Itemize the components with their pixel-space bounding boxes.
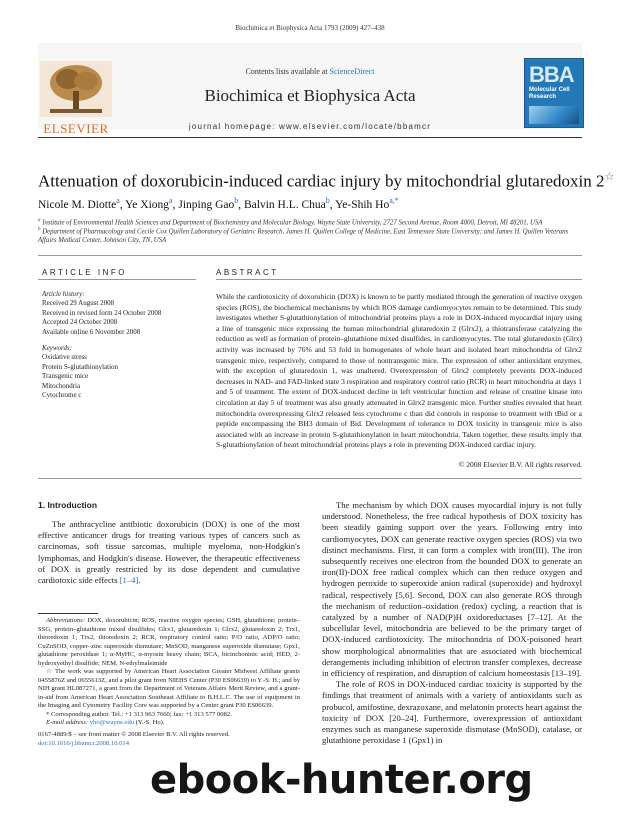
abstract-rule <box>216 279 582 280</box>
email-suffix: (Y.-S. Ho). <box>134 719 165 726</box>
paragraph-text: The anthracycline antibiotic doxorubicin (DOX) is one of the most effective anticancer drugs for treating various types of cancers such as carcinomas, soft tissue sarcomas, multiple myeloma, non-Hodgkin's lymphomas, and Hodgkin's disease. However, the therapeutic effectiveness of DOX is greatly restricted by its dose dependent and cumulative cardiotoxic side effects <box>38 519 300 586</box>
sciencedirect-link[interactable]: ScienceDirect <box>329 67 375 76</box>
cover-artwork <box>529 106 579 124</box>
publisher-logo-text: ELSEVIER <box>43 121 109 136</box>
author-separator: , <box>329 198 336 211</box>
author-1 <box>38 196 126 211</box>
history-item: Available online 6 November 2008 <box>42 327 141 336</box>
author-name: Ye-Shih Ho <box>335 198 390 211</box>
affiliation-b <box>38 225 584 245</box>
article-info-rule <box>38 279 196 280</box>
affiliation-key: a <box>38 218 41 223</box>
history-item: Received in revised form 24 October 2008 <box>42 308 162 317</box>
abstract-heading: ABSTRACT <box>216 268 279 277</box>
author-affil-mark[interactable]: b <box>234 196 239 205</box>
author-name: Nicole M. Diotte <box>38 198 117 211</box>
author-name: Balvin H.L. Chua <box>244 198 326 211</box>
email-label: E-mail address: <box>46 719 89 726</box>
footnote-rule <box>38 613 98 614</box>
section-rule <box>38 255 582 256</box>
issn-line: 0167-4889/$ – see front matter © 2008 Elsevier B.V. All rights reserved. <box>38 731 230 738</box>
abstract-text: While the cardiotoxicity of doxorubicin (DOX) is known to be partly mediated through the generation of reactive oxygen species (ROS), the biochemical mechanisms by which ROS damage cardiomyocytes remain to be determined. This study investigates whether S-glutathionylation of mitochondrial proteins plays a role in DOX-induced myocardial injury using a line of transgenic mice expressing the human mitochondrial glutaredoxin 2 (Glrx2), a thiotransferase catalyzing the reduction as well as formation of protein–glutathione mixed disulfides, in cardiomyocytes. The total glutaredoxin (Glrx) activity was increased by 76% and 53 fold in homogenates of whole heart and isolated heart mitochondria of Glrx2 transgenic mice, respectively, compared to those of nontransgenic mice. The expression of other antioxidant enzymes, with the exception of glutaredoxin 1, was unaltered. Overexpression of Glrx2 completely prevents DOX-induced decreases in NAD- and FAD-linked state 3 respiration and respiratory control ratio (RCR) in heart mitochondria at days 1 and 5 of treatment. The extent of DOX-induced decline in left ventricular function and release of creatine kinase into circulation at day 5 of treatment was also greatly attenuated in Glrx2 transgenic mice. Further studies revealed that heart mitochondria overexpressing Glrx2 released less cytochrome c than did controls in response to treatment with tBid or a peptide encompassing the BH3 domain of Bid. Development of tolerance to DOX toxicity in transgenic mice is also associated with an increase in protein S-glutathionylation in heart mitochondria. Taken together, these results imply that S-glutathionylation of heart mitochondrial proteins plays a role in preventing DOX-induced cardiac injury. <box>216 292 582 450</box>
keyword: Transgenic mice <box>42 372 89 381</box>
elsevier-tree-logo <box>40 61 112 117</box>
cover-subtitle: Molecular Cell Research <box>529 87 570 100</box>
copyright-notice: © 2008 Elsevier B.V. All rights reserved. <box>458 460 582 469</box>
history-item: Received 29 August 2008 <box>42 299 115 308</box>
author-list <box>38 196 399 211</box>
affiliation-text: Institute of Environmental Health Sciences and Department of Biochemistry and Molecular Biology, Wayne State University, 2727 Second Avenue, Room 4000, Detroit, MI 48201, USA <box>42 219 543 227</box>
affiliation-text: Department of Pharmacology and Cecile Cox Quillen Laboratory of Geriatric Research, James H. Quillen College of Medicine, East Tennessee State University; and James H. Quillen Veterans Affairs Medical Center, Johnson City, TN, USA <box>38 228 569 245</box>
author-affil-mark[interactable]: b <box>325 196 330 205</box>
citation-link[interactable]: [1–4] <box>119 575 139 586</box>
keyword: Oxidative stress <box>42 353 87 362</box>
abbreviations-label: Abbreviations: <box>46 617 85 624</box>
article-info-heading: ARTICLE INFO <box>42 268 127 277</box>
history-label: Article history: <box>42 290 85 298</box>
corresponding-author: * Corresponding author. Tel.: +1 313 963 7660; fax: +1 313 577 0082. <box>46 710 232 718</box>
abbreviations-footnote <box>38 617 300 668</box>
author-affil-mark[interactable]: a <box>169 196 173 205</box>
publication-meta <box>38 731 300 748</box>
cover-title: BBA <box>529 62 574 87</box>
section-heading-introduction: 1. Introduction <box>38 500 98 510</box>
journal-cover-image <box>524 58 584 128</box>
email-line <box>38 719 300 728</box>
author-name: Ye Xiong <box>125 198 170 211</box>
article-history <box>42 290 202 337</box>
author-2 <box>125 196 179 211</box>
article-title-text: Attenuation of doxorubicin-induced cardiac injury by mitochondrial glutaredoxin 2 <box>38 171 605 191</box>
author-separator: , <box>119 198 126 211</box>
journal-homepage[interactable]: journal homepage: www.elsevier.com/locate/bbamcr <box>188 122 432 131</box>
keyword: Mitochondria <box>42 381 81 390</box>
author-affil-mark[interactable]: a <box>116 196 120 205</box>
journal-title: Biochimica et Biophysica Acta <box>204 86 416 105</box>
keyword: Protein S-glutathionylation <box>42 362 119 371</box>
journal-reference: Biochimica et Biophysica Acta 1793 (2009) 427–438 <box>235 24 385 32</box>
history-item: Accepted 24 October 2008 <box>42 318 118 327</box>
footnotes <box>38 617 300 728</box>
funding-footnote: ☆ The work was supported by American Heart Association Greater Midwest Affiliate grants 0455876Z and 0655613Z, and a pilot grant from NIEHS Center (P30 ES06639) to Y.-S. H.; and by NIH grant HL087271, a grant from the Department of Veterans Affairs Merit Review, and a grant-in-aid from American Heart Association Southeast Affiliate to B.H.L.C. The use of equipment in the Imaging and Cytometry Facility Core was supported by a Center grant P30 ES06639. <box>38 668 300 709</box>
author-separator: , <box>238 198 244 211</box>
author-separator: , <box>172 198 179 211</box>
right-column <box>322 500 582 746</box>
keywords-label: Keywords: <box>42 344 73 352</box>
keyword: Cytochrome c <box>42 391 82 400</box>
doi-link[interactable]: doi:10.1016/j.bbamcr.2008.10.014 <box>38 739 130 747</box>
title-footnote-mark[interactable]: ☆ <box>604 171 615 183</box>
article-title <box>38 170 615 192</box>
intro-paragraph-1: The anthracycline antibiotic doxorubicin (DOX) is one of the most effective anticancer drugs for treating various types of cancers such as carcinomas, soft tissue sarcomas, multiple myeloma, non-Hodgkin's lymphomas, and Hodgkin's disease. However, the therapeutic effectiveness of DOX is greatly restricted by its dose dependent and cumulative cardiotoxic side effects [1–4]. <box>38 519 300 586</box>
body-rule <box>38 478 582 479</box>
email-link[interactable]: yho@wayne.edu <box>89 719 135 726</box>
abbreviations-text: DOX, doxorubicin; ROS, reactive oxygen species; GSH, glutathione; protein–SSG, protein–glutathione mixed disulfides; Glrx1, glutaredoxin 1; Glrx2, glutaredoxin 2; Trx1, thioredoxin 1; Trx2, thioredoxin 2; RCR, respiratory control ratio; P/O ratio, ADP/O ratio; CuZnSOD, copper–zinc superoxide dismutase; MnSOD, manganese superoxide dismutase; Gpx1, glutathione peroxidase 1; α-MyHC, α-myosin heavy chain; BCA, bicinchoninic acid; HED, 2-hydroxyethyl disulfide; NEM, N-ethylmaleimide <box>38 617 300 667</box>
author-4 <box>244 196 336 211</box>
contents-line <box>110 67 510 76</box>
author-name: Jinping Gao <box>178 198 235 211</box>
affiliation-key: b <box>38 227 41 232</box>
author-5 <box>335 196 399 211</box>
header-rule <box>38 137 582 138</box>
author-affil-mark[interactable]: a,* <box>389 196 399 205</box>
contents-prefix: Contents lists available at <box>245 67 330 76</box>
keywords <box>42 344 202 400</box>
watermark: ebook-hunter.org <box>150 757 533 803</box>
author-3 <box>178 196 244 211</box>
intro-paragraph-3: The role of ROS in DOX-induced cardiac toxicity is supported by the findings that treatment of animals with a variety of antioxidants such as probucol, amifostine, dexrazoxane, and melatonin protects heart against the toxicity of DOX [20–24]. Furthermore, overexpression of antioxidant enzymes such as manganese superoxide dismutase (MnSOD), catalase, or glutathione peroxidase 1 (Gpx1) in <box>322 679 582 746</box>
intro-paragraph-2: The mechanism by which DOX causes myocardial injury is not fully understood. Nonetheless, the free radical hypothesis of DOX toxicity has been steadily gaining support over the years. Following entry into cardiomyocytes, DOX can generate reactive oxygen species (ROS) via two distinct mechanisms. First, it can form a complex with iron(III). The iron subsequently receives one electron from the bounded DOX to generate an iron(II)-DOX free radical complex which can then reduce oxygen and hydrogen peroxide to superoxide anion radical (superoxide) and hydroxyl radical, respectively [5,6]. Second, DOX can also generate ROS through the mechanism of reduction–oxidation (redox) cycling, a reaction that is catalyzed by a number of NAD(P)H oxidoreductases [7–12]. At the subcellular level, mitochondria are believed to be the primary target of DOX-induced cardiotoxicity. The mitochondria of DOX-poisoned heart show morphological abnormalities that are associated with biochemical derangements including inhibition of electron transfer complexes, decrease in efficiency of respiration, and disruption of calcium homeostasis [13–19]. <box>322 500 582 679</box>
